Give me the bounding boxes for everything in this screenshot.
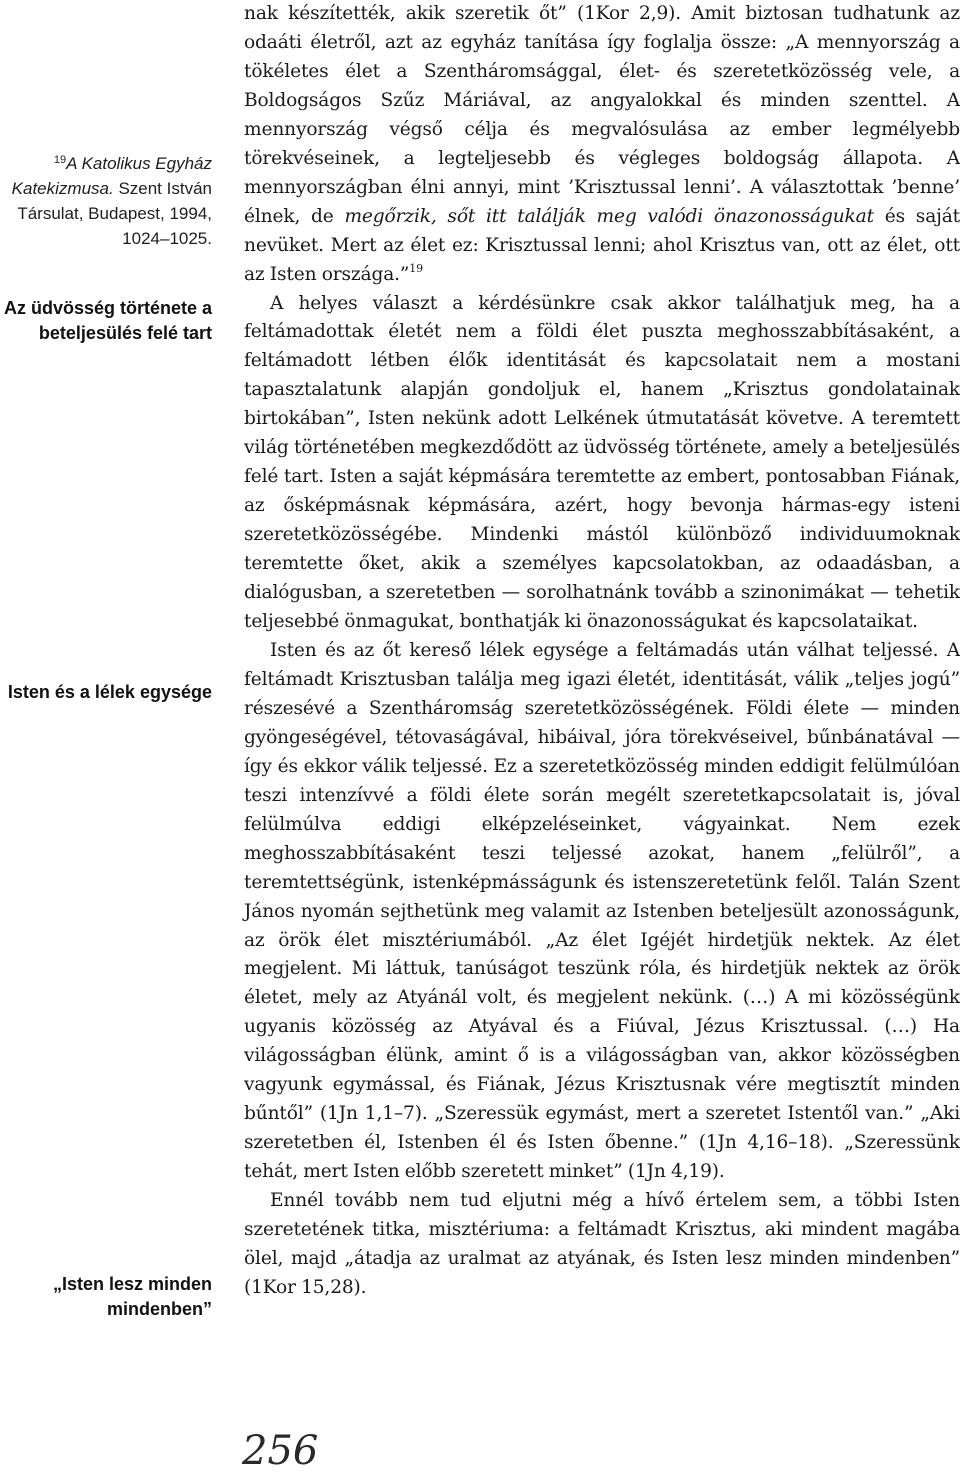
paragraph-salvation-history: A helyes választ a kérdésünkre csak akkor találhatjuk meg, ha a feltámadottak életét nem a földi élet puszta meghosszabbításaként, a feltámadott létben élők identitását és kapcsolatait nem a mostani tapasztalatunk alapján gondoljuk el, hanem „Krisztus gondolatainak birtokában”, Isten nekünk adott Lelkének útmutatását követve. A teremtett világ történetében megkezdődött az üdvösség története, amely a beteljesülés felé tart. Isten a saját képmására teremtette az embert, pontosabban Fiának, az ősképmásnak képmására, azért, hogy bevonja hármas-egy isteni szeretetközösségébe. Mindenki mástól különböző individuumoknak teremtette őket, akik a személyes kapcsolatokban, az odaadásban, a dialógusban, a szeretetben — sorolhatnánk tovább a szinonimákat — tehetik teljesebbé önmagukat, bonthatják ki önazonosságukat és kapcsolataikat. <box>244 292 960 633</box>
footnote-19 <box>0 148 212 251</box>
footnote-publisher: Szent István Társulat, Budapest, 1994, 1024–1025. <box>17 179 212 248</box>
emphasis-text: megőrzik, sőt itt találják meg valódi önazonosságukat <box>344 205 874 227</box>
page-number: 256 <box>242 1428 319 1474</box>
paragraph-god-all-in-all: Ennél tovább nem tud eljutni még a hívő értelem sem, a többi Isten szeretetének titka, misztériuma: a feltámadt Krisztus, aki mindent magába ölel, majd „átadja az uralmat az atyának, és Isten lesz minden mindenben” (1Kor 15,28). <box>244 1190 960 1298</box>
margin-heading-god-all-in-all: „Isten lesz minden mindenben” <box>52 1274 212 1319</box>
footnote-reference: 19 <box>409 261 423 275</box>
margin-heading-salvation-history: Az üdvösség története a beteljesülés felé tart <box>3 298 212 343</box>
paragraph-continued: nak készítették, akik szeretik őt” (1Kor 2,9). Amit biztosan tudhatunk az odaáti életről, azt az egyház tanítása így foglalja össze: „A mennyország a tökéletes élet a Szentháromsággal, élet- és szeretetközösség vele, a Boldogságos Szűz Máriával, az angyalokkal és minden szenttel. A mennyország végső célja és megvalósulása az ember legmélyebb törekvéseinek, a legteljesebb és végleges boldogság állapota. A mennyországban élni annyi, mint ’Krisztussal lenni’. A választottak ’benne’ élnek, de megőrzik, sőt itt találják meg valódi önazonosságukat és saját nevüket. Mert az élet ez: Krisztussal lenni; ahol Krisztus van, ott az élet, ott az Isten országa.”$^{19}$ <box>244 3 960 285</box>
margin-heading-god-and-soul: Isten és a lélek egysége <box>7 682 212 702</box>
footnote-number: 19 <box>53 154 67 166</box>
footnote-title: A Katolikus Egyház Katekizmusa. <box>11 154 212 198</box>
paragraph-god-and-soul: Isten és az őt kereső lélek egysége a feltámadás után válhat teljessé. A feltámadt Krisztusban találja meg igazi életét, identitását, válik „teljes jogú” részesévé a Szentháromság szeretetközösségének. Földi élete — minden gyöngeségével, tétovaságával, hibáival, jóra törekvéseivel, bűnbánatával — így és ekkor válik teljessé. Ez a szeretetközösség minden eddigit felülmúlóan teszi intenzívvé a földi élete során megélt szeretetkapcsolatait is, jóval felülmúlva eddigi elképzeléseinket, vágyainkat. Nem ezek meghosszabbításaként teszi teljessé azokat, hanem „felülről”, a teremtettségünk, istenképmásságunk és istenszeretetünk felől. Talán Szent János nyomán sejthetünk meg valamit az Istenben beteljesült azonosságunk, az örök élet misztériumából. „Az élet Igéjét hirdetjük nektek. Az élet megjelent. Mi láttuk, tanúságot teszünk róla, és hirdetjük nektek az örök életet, mely az Atyánál volt, és megjelent nekünk. (…) A mi közösségünk ugyanis közösség az Atyával és a Fiúval, Jézus Krisztussal. (…) Ha világosságban élünk, amint ő is a világosságban van, akkor közösségben vagyunk egymással, és Fiának, Jézus Krisztusnak vére megtisztít minden bűntől” (1Jn 1,1–7). „Szeressük egymást, mert a szeretet Istentől van.” „Aki szeretetben él, Istenben él és Isten őbenne.” (1Jn 4,16–18). „Szeressünk tehát, mert Isten előbb szeretett minket” (1Jn 4,19). <box>244 639 960 1183</box>
main-text <box>244 0 960 1303</box>
